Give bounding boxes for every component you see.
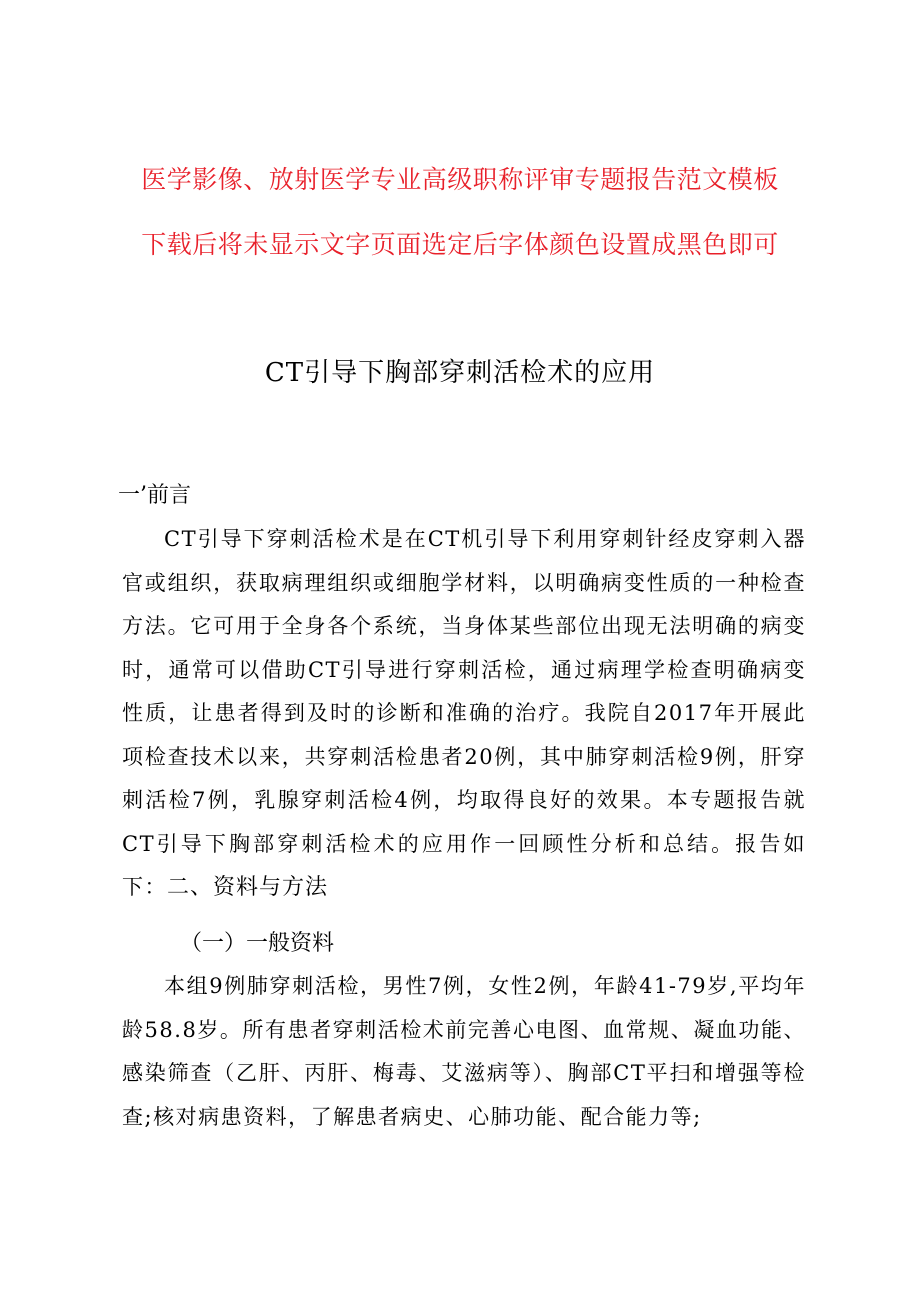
document-title: CT引导下胸部穿刺活检术的应用 bbox=[264, 358, 656, 388]
template-notice-line-2: 下载后将未显示文字页面选定后字体颜色设置成黑色即可 bbox=[141, 230, 779, 259]
section-heading-intro: 一’前言 bbox=[118, 483, 191, 508]
subsection-heading-general: （一）一般资料 bbox=[180, 931, 335, 956]
section-heading-methods: 二、资料与方法 bbox=[167, 875, 329, 900]
template-notice-line-1: 医学影像、放射医学专业高级职称评审专题报告范文模板 bbox=[141, 165, 779, 194]
intro-paragraph-text: CT引导下穿刺活检术是在CT机引导下利用穿刺针经皮穿刺入器官或组织，获取病理组织或细胞学材料，以明确病变性质的一种检查方法。它可用于全身各个系统，当身体某些部位出现无法明确的病变时，通常可以借助CT引导进行穿刺活检，通过病理学检查明确病变性质，让患者得到及时的诊断和准确的治疗。我院自2017年开展此项检查技术以来，共穿刺活检患者20例，其中肺穿刺活检9例，肝穿刺活检7例，乳腺穿刺活检4例，均取得良好的效果。本专题报告就CT引导下胸部穿刺活检术的应用作一回顾性分析和总结。报告如下： bbox=[122, 527, 806, 899]
general-data-paragraph: 本组9例肺穿刺活检，男性7例，女性2例，年龄41-79岁,平均年龄58.8岁。所有患者穿刺活检术前完善心电图、血常规、凝血功能、感染筛查（乙肝、丙肝、梅毒、艾滋病等）、胸部CT平扫和增强等检查;核对病患资料，了解患者病史、心肺功能、配合能力等; bbox=[122, 974, 806, 1129]
intro-paragraph bbox=[122, 518, 806, 910]
